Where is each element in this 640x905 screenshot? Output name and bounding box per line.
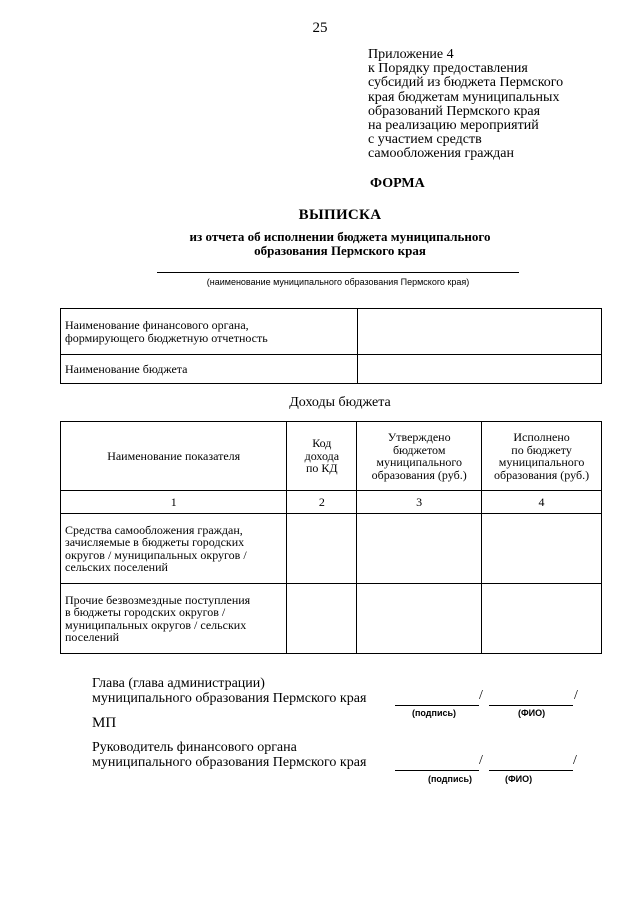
header-line: по КД [306, 461, 338, 476]
finance-fio-line[interactable] [489, 770, 573, 771]
head-signature-caption: (подпись) [412, 708, 457, 718]
table-row [61, 309, 602, 355]
slash: / [479, 688, 483, 703]
finance-signature-caption: (подпись) [428, 774, 473, 784]
label-line: формирующего бюджетную отчетность [65, 330, 268, 345]
header-line: Исполнено [513, 430, 570, 444]
form-label: ФОРМА [370, 176, 425, 191]
row-executed-cell[interactable] [482, 514, 602, 584]
column-number: 3 [357, 491, 482, 514]
row-code-cell[interactable] [287, 514, 357, 584]
slash: / [574, 688, 578, 703]
appendix-line: Приложение 4 [368, 47, 454, 62]
info-table [60, 308, 602, 384]
stamp-place: МП [92, 715, 117, 731]
column-number: 1 [61, 491, 287, 514]
head-title-line: Глава (глава администрации) [92, 676, 265, 691]
header-executed [482, 422, 602, 491]
appendix-line: образований Пермского края [368, 103, 541, 119]
header-line: образования (руб.) [371, 467, 467, 482]
label-line: Наименование финансового органа, [65, 318, 249, 332]
table-row [61, 514, 602, 584]
row-name-line: Средства самообложения граждан, [65, 522, 243, 537]
head-fio-line[interactable] [489, 705, 573, 706]
header-code [287, 422, 357, 491]
row-name-line: в бюджеты городских округов / [65, 605, 226, 619]
header-line: Утверждено [387, 430, 451, 444]
head-title [92, 677, 366, 706]
finance-body-value[interactable] [357, 309, 601, 355]
row-name-line: поселений [65, 630, 120, 644]
row-approved-cell[interactable] [357, 584, 482, 654]
header-line: по бюджету [511, 442, 572, 457]
subtitle-line: из отчета об исполнении бюджета муниципального [189, 229, 491, 244]
header-approved [357, 422, 482, 491]
table-row [61, 355, 602, 384]
subtitle-line: образования Пермского края [254, 243, 426, 258]
row-name-line: сельских поселений [65, 560, 168, 574]
header-line: Код [312, 436, 332, 451]
column-number: 2 [287, 491, 357, 514]
header-line: муниципального [376, 455, 462, 469]
municipality-name-line[interactable] [157, 272, 519, 273]
row-executed-cell[interactable] [482, 584, 602, 654]
appendix-line: субсидий из бюджета Пермского [368, 75, 564, 91]
appendix-line: края бюджетам муниципальных [368, 89, 560, 105]
table-row [61, 584, 602, 654]
appendix-header [368, 48, 628, 162]
header-line: дохода [304, 448, 340, 463]
head-fio-caption: (ФИО) [518, 708, 546, 718]
finance-head-title-line: Руководитель финансового органа [92, 740, 297, 755]
table-header-row [61, 422, 602, 491]
slash: / [479, 753, 483, 768]
finance-head-title-line: муниципального образования Пермского края [92, 754, 367, 770]
row-name-line: округов / муниципальных округов / [65, 547, 247, 562]
row-name-line: муниципальных округов / сельских [65, 617, 247, 632]
appendix-line: к Порядку предоставления [368, 61, 528, 77]
municipality-name-caption: (наименование муниципального образования Пермского края) [206, 277, 470, 287]
header-line: бюджетом [392, 442, 446, 457]
finance-signature-line[interactable] [395, 770, 479, 771]
head-title-line: муниципального образования Пермского края [92, 690, 367, 706]
header-line: муниципального [498, 455, 585, 469]
slash: / [573, 753, 577, 768]
row-code-cell[interactable] [287, 584, 357, 654]
column-number: 4 [482, 491, 602, 514]
finance-fio-caption: (ФИО) [505, 774, 533, 784]
finance-body-label [61, 309, 358, 355]
document-title: ВЫПИСКА [298, 207, 382, 223]
appendix-line: самообложения граждан [368, 146, 514, 162]
section-title: Доходы бюджета [289, 395, 391, 410]
header-name: Наименование показателя [61, 422, 287, 491]
budget-name-label: Наименование бюджета [61, 355, 358, 384]
budget-name-value[interactable] [357, 355, 601, 384]
header-line: образования (руб.) [494, 467, 590, 482]
head-signature-line[interactable] [395, 705, 479, 706]
row-name [61, 584, 287, 654]
row-name-line: Прочие безвозмездные поступления [65, 592, 251, 607]
income-table [60, 421, 602, 654]
row-name-line: зачисляемые в бюджеты городских [65, 535, 245, 549]
appendix-line: на реализацию мероприятий [368, 118, 539, 134]
column-number-row [61, 491, 602, 514]
appendix-line: с участием средств [368, 132, 482, 148]
document-subtitle [0, 230, 640, 258]
finance-head-title [92, 741, 366, 770]
row-name [61, 514, 287, 584]
row-approved-cell[interactable] [357, 514, 482, 584]
page-number: 25 [312, 20, 328, 36]
